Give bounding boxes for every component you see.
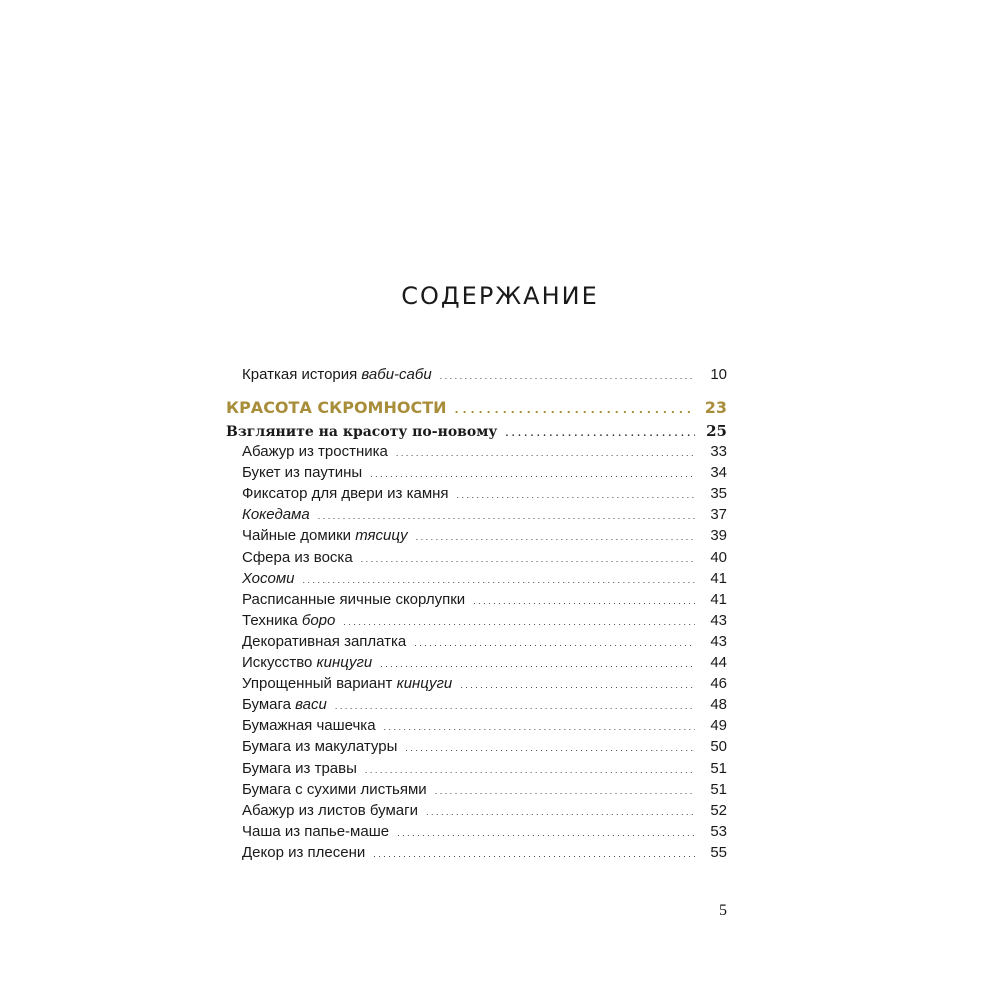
- dot-leader: [414, 633, 695, 650]
- toc-section-heading[interactable]: [226, 422, 727, 443]
- dot-leader: [405, 738, 695, 755]
- toc-entry-label: Абажур из листов бумаги: [242, 801, 418, 819]
- dot-leader: [397, 823, 695, 840]
- section-page: 25: [706, 422, 727, 440]
- dot-leader: [426, 802, 695, 819]
- toc-entry[interactable]: [226, 781, 727, 802]
- toc-entry[interactable]: [226, 570, 727, 591]
- toc-entry[interactable]: [226, 738, 727, 759]
- chapter-page: 23: [704, 398, 727, 417]
- toc-entry-label: Бумага с сухими листьями: [242, 780, 427, 798]
- toc-entry-page: 37: [710, 506, 727, 524]
- dot-leader: [335, 696, 695, 713]
- toc-entry[interactable]: [226, 612, 727, 633]
- toc-entry[interactable]: [226, 802, 727, 823]
- toc-entry[interactable]: [226, 506, 727, 527]
- toc-entry-label: Упрощенный вариант кинцуги: [242, 675, 453, 693]
- toc-entry-intro[interactable]: [226, 366, 727, 387]
- toc-entry-label: Декоративная заплатка: [242, 632, 407, 650]
- dot-leader: [435, 781, 695, 798]
- toc-entry-label: Искусство кинцуги: [242, 654, 373, 671]
- toc-entry[interactable]: [226, 760, 727, 781]
- section-title: Взгляните на красоту по-новому: [226, 424, 498, 440]
- page-title: СОДЕРЖАНИЕ: [401, 282, 599, 310]
- toc-entry-label: Абажур из тростника: [242, 443, 388, 460]
- toc-entry-page: 53: [710, 822, 727, 840]
- dot-leader: [318, 506, 695, 523]
- toc-entry-page: 51: [710, 759, 727, 777]
- toc-entry[interactable]: [226, 696, 727, 717]
- toc-entry[interactable]: [226, 633, 727, 654]
- toc-entry[interactable]: [226, 464, 727, 485]
- chapter-title: КРАСОТА СКРОМНОСТИ: [226, 398, 447, 417]
- toc-entry-page: 44: [710, 654, 727, 671]
- toc-entry-label: Бумага из макулатуры: [242, 738, 398, 756]
- dot-leader: [380, 654, 695, 671]
- dot-leader: [460, 675, 695, 692]
- dot-leader: [361, 549, 695, 566]
- toc-entry-label: Хосоми: [242, 569, 295, 587]
- toc-entry-page: 10: [710, 366, 727, 383]
- toc-entry-page: 55: [710, 843, 727, 861]
- toc-entry-label: Бумага васи: [242, 696, 327, 714]
- dot-leader: [384, 717, 695, 734]
- toc-entry-label: Техника боро: [242, 611, 336, 629]
- dot-leader: [343, 612, 695, 629]
- toc-entry[interactable]: [226, 485, 727, 506]
- toc-entry-page: 46: [710, 675, 727, 693]
- toc-entry-label: Бумажная чашечка: [242, 717, 376, 735]
- dot-leader: [365, 760, 695, 777]
- toc-entry[interactable]: [226, 717, 727, 738]
- toc-entry-page: 39: [710, 527, 727, 545]
- page-number: 5: [719, 902, 727, 919]
- dot-leader: [473, 591, 695, 608]
- toc-entry-label: Сфера из воска: [242, 548, 353, 566]
- toc-entry-label: Чайные домики тясицу: [242, 527, 408, 545]
- toc-entry[interactable]: [226, 823, 727, 844]
- toc-entry-page: 34: [710, 464, 727, 482]
- toc-entry-page: 51: [710, 780, 727, 798]
- toc-entry[interactable]: [226, 527, 727, 548]
- toc-entry-page: 40: [710, 548, 727, 566]
- toc-entry-label: Расписанные яичные скорлупки: [242, 590, 466, 608]
- dot-leader: [396, 443, 695, 460]
- toc-entry-page: 43: [710, 632, 727, 650]
- dot-leader: [303, 570, 696, 587]
- dot-leader: [373, 844, 695, 861]
- toc-entry-page: 48: [710, 696, 727, 714]
- toc-entry-label: Кокедама: [242, 506, 310, 524]
- dot-leader: [370, 464, 695, 481]
- toc-entry[interactable]: [226, 591, 727, 612]
- toc-chapter-heading[interactable]: [226, 398, 727, 419]
- toc-entry[interactable]: [226, 675, 727, 696]
- toc-entry-page: 52: [710, 801, 727, 819]
- dot-leader: [457, 485, 695, 502]
- dot-leader: [505, 424, 695, 440]
- toc-entry[interactable]: [226, 443, 727, 464]
- toc-entry-page: 43: [710, 611, 727, 629]
- toc-entry-page: 41: [710, 569, 727, 587]
- toc-entry-page: 41: [710, 590, 727, 608]
- toc-entry[interactable]: [226, 844, 727, 865]
- toc-entry-page: 33: [710, 443, 727, 460]
- toc-entry-label: Бумага из травы: [242, 759, 357, 777]
- dot-leader: [455, 398, 695, 417]
- dot-leader: [416, 527, 695, 544]
- toc-entry-label: Букет из паутины: [242, 464, 363, 482]
- toc-entry-label: Краткая история ваби-саби: [242, 366, 432, 383]
- toc-entry-label: Чаша из папье-маше: [242, 822, 390, 840]
- toc-entry[interactable]: [226, 654, 727, 675]
- toc-entry-page: 35: [710, 485, 727, 503]
- dot-leader: [440, 366, 695, 383]
- toc-entry-page: 50: [710, 738, 727, 756]
- toc-entry[interactable]: [226, 549, 727, 570]
- toc-entry-label: Декор из плесени: [242, 843, 366, 861]
- toc-entry-label: Фиксатор для двери из камня: [242, 485, 449, 503]
- toc-entry-page: 49: [710, 717, 727, 735]
